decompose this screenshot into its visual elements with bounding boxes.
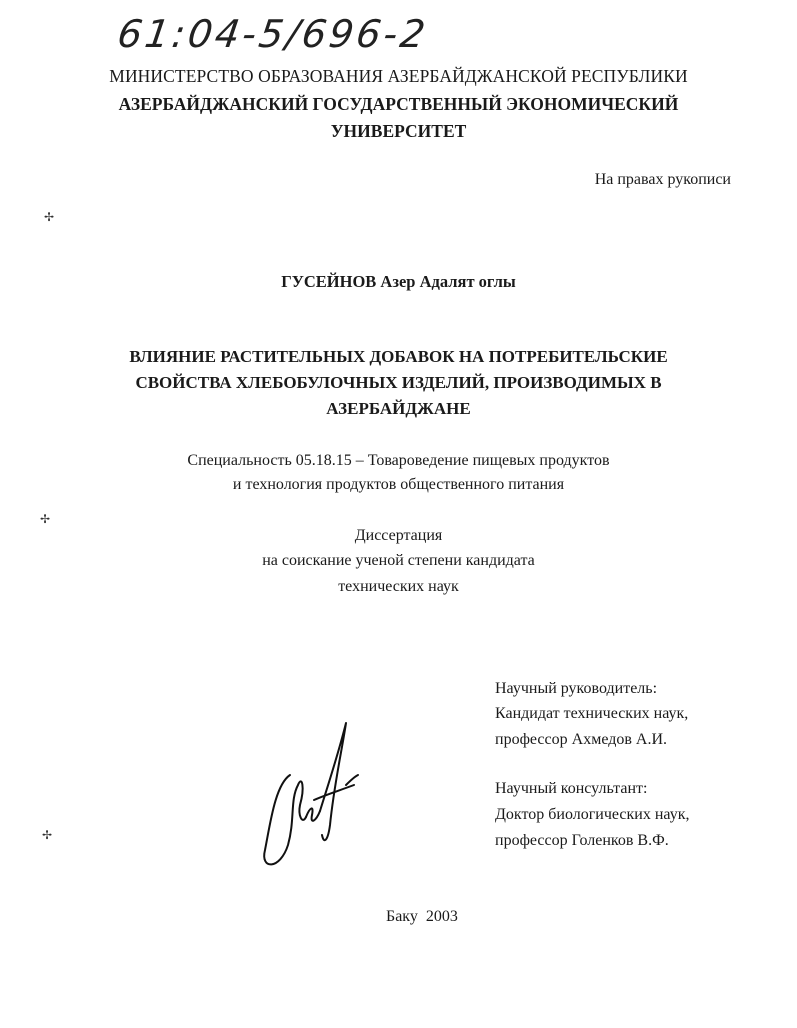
handwritten-signature (250, 715, 370, 875)
consultant-degree: Доктор биологических наук, (495, 806, 690, 823)
consultant-heading: Научный консультант: (495, 780, 648, 797)
dissertation-line2: на соискание ученой степени кандидата (262, 552, 535, 569)
manuscript-rights-note: На правах рукописи (594, 171, 731, 188)
thesis-title-line3: АЗЕРБАЙДЖАНЕ (326, 399, 471, 418)
dissertation-line3: технических наук (338, 578, 459, 595)
scan-artifact-mark: ✢ (44, 210, 55, 224)
city-and-year: Баку 2003 (386, 908, 458, 925)
author-name: ГУСЕЙНОВ Азер Адалят оглы (281, 272, 516, 291)
specialty-line2: и технология продуктов общественного питания (232, 476, 565, 493)
ministry-name: МИНИСТЕРСТВО ОБРАЗОВАНИЯ АЗЕРБАЙДЖАНСКОЙ РЕСПУБЛИКИ (109, 66, 688, 86)
dissertation-line1: Диссертация (354, 527, 443, 544)
archive-number-handwritten: 61:04-5/696-2 (114, 12, 431, 56)
scan-artifact-mark: ✢ (42, 828, 53, 842)
supervisor-degree: Кандидат технических наук, (495, 705, 689, 722)
supervisor-name: профессор Ахмедов А.И. (495, 731, 668, 748)
specialty-line1: Специальность 05.18.15 – Товароведение пищевых продуктов (187, 452, 610, 469)
scan-artifact-mark: ✢ (40, 512, 51, 526)
university-name-line1: АЗЕРБАЙДЖАНСКИЙ ГОСУДАРСТВЕННЫЙ ЭКОНОМИЧЕСКИЙ (118, 94, 679, 114)
consultant-name: профессор Голенков В.Ф. (495, 832, 669, 849)
thesis-title-line1: ВЛИЯНИЕ РАСТИТЕЛЬНЫХ ДОБАВОК НА ПОТРЕБИТЕЛЬСКИЕ (129, 347, 668, 366)
university-name-line2: УНИВЕРСИТЕТ (330, 121, 467, 141)
thesis-title-line2: СВОЙСТВА ХЛЕБОБУЛОЧНЫХ ИЗДЕЛИЙ, ПРОИЗВОДИМЫХ В (135, 373, 662, 392)
supervisor-heading: Научный руководитель: (495, 680, 658, 697)
